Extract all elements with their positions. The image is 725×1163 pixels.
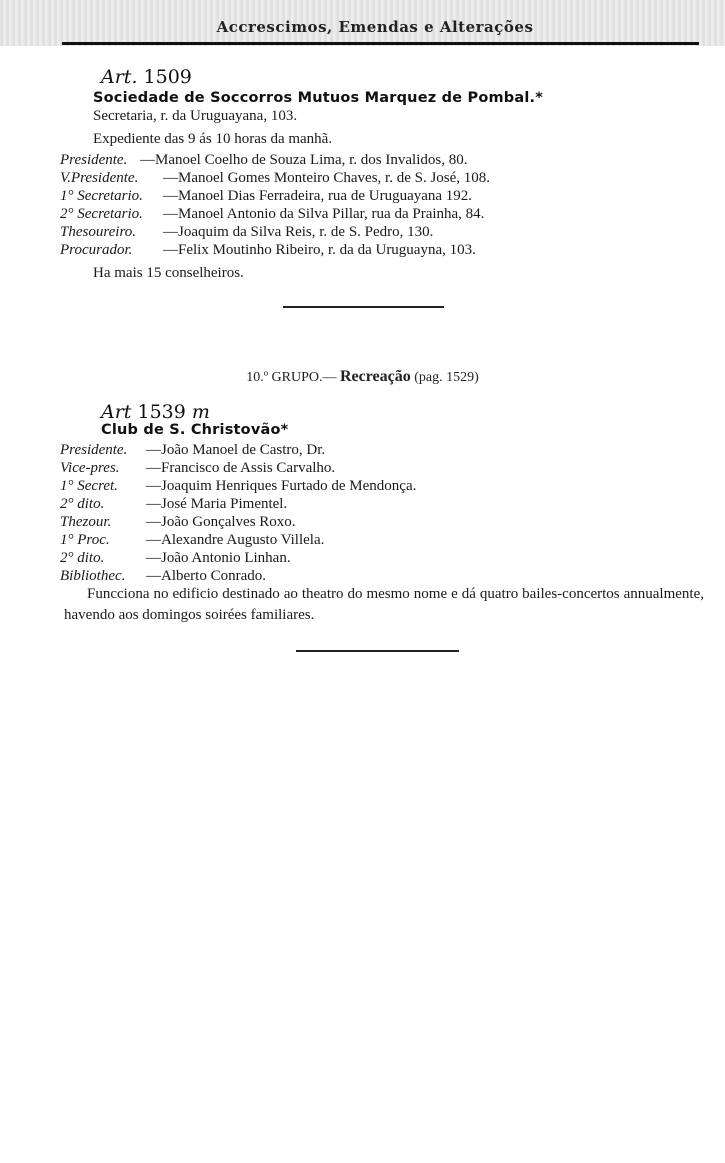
member-row <box>60 224 433 241</box>
member-name: —João Antonio Linhan. <box>146 550 291 566</box>
member-row <box>60 170 490 187</box>
page-header-title: Accrescimos, Emendas e Alterações <box>216 18 534 36</box>
member-name: —Francisco de Assis Carvalho. <box>146 460 336 476</box>
member-role: 2° dito. <box>60 496 105 512</box>
member-role: Presidente. <box>60 152 128 168</box>
member-name: —Alexandre Augusto Villela. <box>146 532 325 548</box>
member-row <box>60 532 324 549</box>
member-role: Thesoureiro. <box>60 224 136 240</box>
member-role: 1° Proc. <box>60 532 110 548</box>
article-suffix: m <box>191 401 210 423</box>
member-row <box>60 188 472 205</box>
organization-address: Secretaria, r. da Uruguayana, 103. <box>93 108 298 124</box>
member-role: Procurador. <box>60 242 133 258</box>
member-role: 2° dito. <box>60 550 105 566</box>
organization-name: Club de S. Christovão* <box>101 422 289 438</box>
article-label: Art <box>101 401 132 423</box>
member-name: —Joaquim Henriques Furtado de Mendonça. <box>146 478 417 494</box>
member-row <box>60 550 291 567</box>
article-value: 1539 <box>137 401 186 423</box>
member-row <box>60 460 335 477</box>
member-role: 2° Secretario. <box>60 206 143 222</box>
member-row <box>60 568 266 585</box>
member-row <box>60 152 467 169</box>
member-name: —Manoel Gomes Monteiro Chaves, r. de S. José, 108. <box>163 170 491 186</box>
member-name: —José Maria Pimentel. <box>146 496 288 512</box>
group-page-ref: (pag. 1529) <box>414 370 479 385</box>
article-number <box>101 401 210 423</box>
article-value: 1509 <box>143 66 192 88</box>
member-role: Vice-pres. <box>60 460 120 476</box>
member-name: —João Manoel de Castro, Dr. <box>146 442 326 458</box>
member-name: —Joaquim da Silva Reis, r. de S. Pedro, 130. <box>163 224 434 240</box>
additional-note: Ha mais 15 conselheiros. <box>93 265 244 281</box>
member-row <box>60 496 287 513</box>
article-label: Art. <box>101 66 138 88</box>
member-role: Thezour. <box>60 514 112 530</box>
member-row <box>60 442 325 459</box>
member-role: V.Presidente. <box>60 170 139 186</box>
member-name: —João Gonçalves Roxo. <box>146 514 296 530</box>
club-description-text: Funcciona no edificio destinado ao theatro do mesmo nome e dá quatro bailes-concertos annualmente, havendo aos domingos soirées familiares. <box>64 586 704 623</box>
member-row <box>60 478 416 495</box>
member-role: Presidente. <box>60 442 128 458</box>
member-name: —Manoel Antonio da Silva Pillar, rua da Prainha, 84. <box>163 206 485 222</box>
member-role: 1° Secretario. <box>60 188 143 204</box>
header-rule <box>62 42 699 45</box>
club-description <box>64 584 704 626</box>
member-name: —Manoel Coelho de Souza Lima, r. dos Invalidos, 80. <box>140 152 468 168</box>
member-name: —Alberto Conrado. <box>146 568 266 584</box>
section-divider <box>283 306 444 308</box>
member-name: —Manoel Dias Ferradeira, rua de Uruguayana 192. <box>163 188 473 204</box>
organization-name: Sociedade de Soccorros Mutuos Marquez de Pombal.* <box>93 90 544 106</box>
office-hours: Expediente das 9 ás 10 horas da manhã. <box>93 131 333 147</box>
group-heading <box>0 368 725 386</box>
member-row <box>60 206 484 223</box>
member-row <box>60 514 296 531</box>
section-divider <box>296 650 459 652</box>
group-prefix: 10.º GRUPO.— <box>246 370 337 385</box>
member-role: 1° Secret. <box>60 478 118 494</box>
article-number <box>101 66 192 88</box>
group-name: Recreação <box>339 368 411 385</box>
member-name: —Felix Moutinho Ribeiro, r. da da Uruguayna, 103. <box>163 242 476 258</box>
member-role: Bibliothec. <box>60 568 126 584</box>
member-row <box>60 242 476 259</box>
